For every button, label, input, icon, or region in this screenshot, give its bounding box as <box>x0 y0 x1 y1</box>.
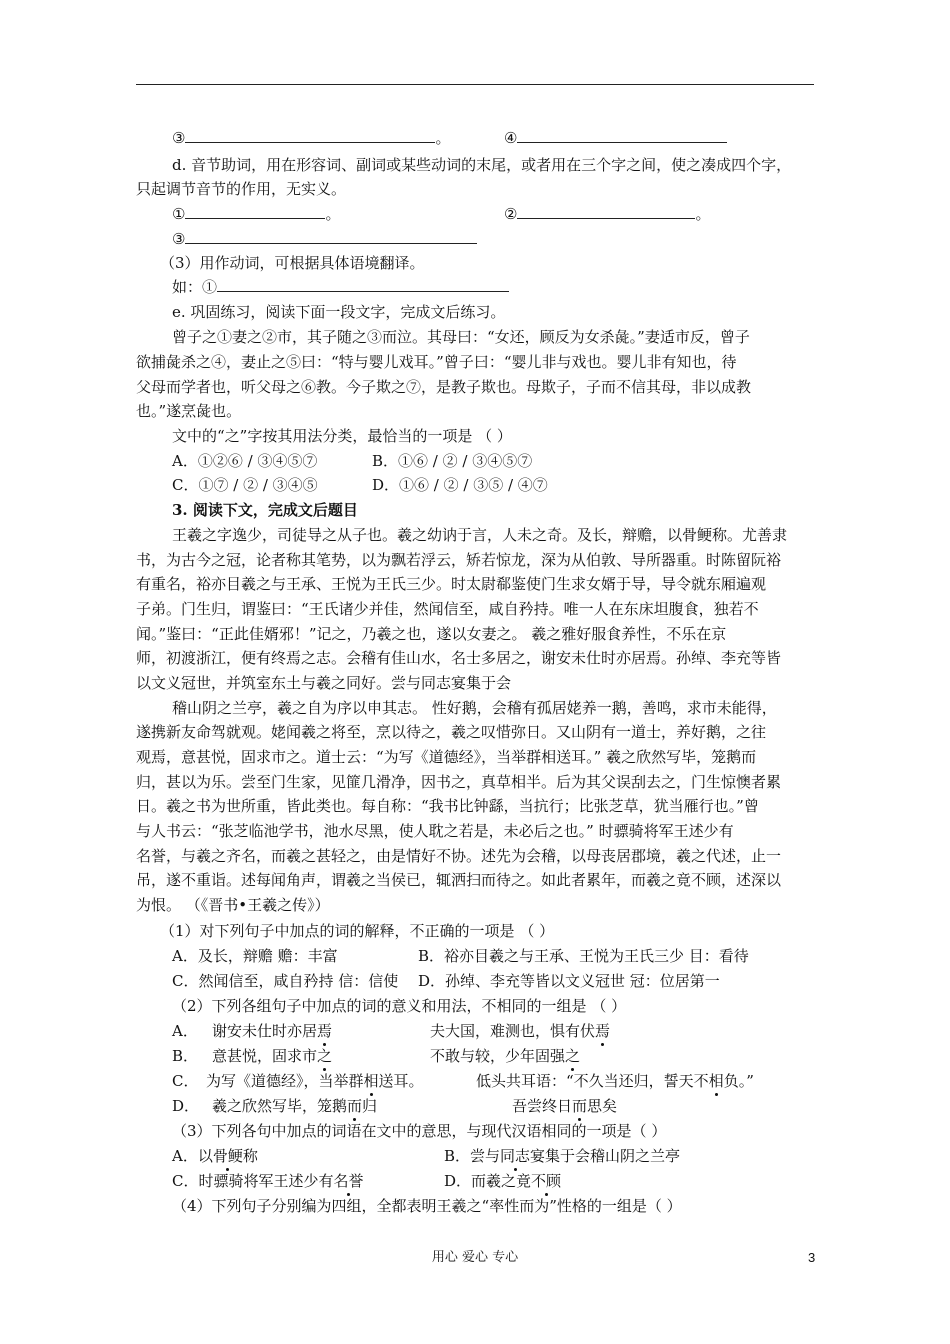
header-rule <box>136 84 814 85</box>
q2-option-d-label[interactable]: D． <box>172 1097 200 1115</box>
q2-option-c-label[interactable]: C． <box>172 1072 199 1090</box>
q3-stem: （3）下列各句中加点的词语在文中的意思，与现代汉语相同的一项是（ ） <box>172 1122 667 1140</box>
q2-option-c-right: 低头共耳语：“不久当还归，誓天不相负。” <box>476 1072 754 1090</box>
q2-option-a-left: 谢安未仕时亦居焉 <box>212 1022 333 1040</box>
passage-line: 日。羲之书为世所重，皆此类也。每自称：“我书比钟繇，当抗行；比张芝草，犹当雁行也。”曾 <box>136 797 759 815</box>
passage-line: 与人书云：“张芝临池学书，池水尽黑，使人耽之若是，未必后之也。” 时骠骑将军王述少有 <box>136 822 734 840</box>
fill-blank[interactable] <box>185 229 477 244</box>
zhi-option-a[interactable]: A．①②⑥ / ③④⑤⑦ <box>172 452 318 470</box>
p3-example: 如：① <box>172 277 509 297</box>
d-blank-1: ① 。 <box>172 205 341 223</box>
zhi-option-d[interactable]: D．①⑥ / ② / ③⑤ / ④⑦ <box>372 476 548 494</box>
zhi-option-c[interactable]: C．①⑦ / ② / ③④⑤ <box>172 476 318 494</box>
zengzi-line: 也。”遂烹彘也。 <box>136 402 242 420</box>
passage-line: 稽山阴之兰亭，羲之自为序以申其志。 性好鹅，会稽有孤居姥养一鹅，善鸣，求市未能得， <box>172 699 777 717</box>
p3-text: （3）用作动词，可根据具体语境翻译。 <box>160 254 425 272</box>
zengzi-line: 父母而学者也，听父母之⑥教。今子欺之⑦，是教子欺也。母欺子，子而不信其母，非以成教 <box>136 378 752 396</box>
section3-title: 3. 阅读下文，完成文后题目 <box>172 501 358 519</box>
blank-line-3: ③ 。 <box>172 129 451 147</box>
zengzi-line: 曾子之①妻之②市，其子随之③而泣。其母曰：“女还，顾反为女杀彘。”妻适市反，曾子 <box>172 328 750 346</box>
d-blank-3: ③ <box>172 229 477 249</box>
q1-option-b[interactable]: B．裕亦目羲之与王承、王悦为王氏三少 目：看待 <box>418 947 749 965</box>
d-blank-2: ② 。 <box>504 205 711 223</box>
passage-line: 遂携新友命驾就观。姥闻羲之将至，烹以待之，羲之叹惜弥日。又山阴有一道士，养好鹅，之往 <box>136 723 767 741</box>
passage-line: 有重名，裕亦目羲之与王承、王悦为王氏三少。时太尉郗鉴使门生求女婿于导，导令就东厢遍观 <box>136 575 767 593</box>
fill-blank[interactable] <box>517 128 727 143</box>
fill-blank[interactable] <box>517 204 695 219</box>
q3-option-d[interactable]: D．而羲之竟不顾 <box>444 1172 562 1190</box>
passage-line: 名誉，与羲之齐名，而羲之甚轻之，由是情好不协。述先为会稽，以母丧居郡境，羲之代述，止一 <box>136 847 782 865</box>
q1-option-c[interactable]: C．然闻信至，咸自矜持 信：信使 <box>172 972 399 990</box>
zengzi-line: 欲捕彘杀之④，妻止之⑤曰：“特与婴儿戏耳。”曾子曰：“婴儿非与戏也。婴儿非有知也，待 <box>136 353 737 371</box>
passage-line: 以文义冠世，并筑室东土与羲之同好。尝与同志宴集于会 <box>136 674 512 692</box>
zhi-question: 文中的“之”字按其用法分类，最恰当的一项是 （ ） <box>172 427 512 445</box>
q2-option-a-right: 夫大国，难测也，惧有伏焉 <box>430 1022 611 1040</box>
page-footer: 用心 爱心 专心 <box>431 1250 519 1265</box>
q2-option-c-left: 为写《道德经》，当举群相送耳。 <box>206 1072 424 1090</box>
passage-line: 为恨。 （《晋书•王羲之传》） <box>136 896 330 914</box>
fill-blank[interactable] <box>217 277 509 292</box>
passage-line: 师，初渡浙江，便有终焉之志。会稽有佳山水，名士多居之，谢安未仕时亦居焉。孙绰、李充等皆 <box>136 649 782 667</box>
q2-option-a-label[interactable]: A． <box>172 1022 198 1040</box>
q1-option-d[interactable]: D．孙绰、李充等皆以文义冠世 冠：位居第一 <box>418 972 720 990</box>
d-item-line2: 只起调节音节的作用，无实义。 <box>136 180 347 198</box>
q3-option-a[interactable]: A．以骨鲠称 <box>172 1147 258 1165</box>
passage-line: 观焉，意甚悦，固求市之。道士云：“为写《道德经》，当举群相送耳。” 羲之欣然写毕，笼鹅而 <box>136 748 757 766</box>
blank-line-4: ④ <box>504 128 727 148</box>
q2-option-b-right: 不敢与较，少年固强之 <box>430 1047 581 1065</box>
q2-option-b-left: 意甚悦，固求市之 <box>212 1047 333 1065</box>
q2-stem: （2）下列各组句子中加点的词的意义和用法，不相同的一组是 （ ） <box>172 997 627 1015</box>
passage-line: 闻。”鉴曰：“正此佳婿邪！”记之，乃羲之也，遂以女妻之。 羲之雅好服食养性，不乐在京 <box>136 625 727 643</box>
q2-option-d-right: 吾尝终日而思矣 <box>512 1097 618 1115</box>
q1-stem: （1）对下列句子中加点的词的解释，不正确的一项是 （ ） <box>160 922 555 940</box>
q2-option-b-label[interactable]: B． <box>172 1047 199 1065</box>
q1-option-a[interactable]: A．及长，辩赡 赡：丰富 <box>172 947 338 965</box>
q3-option-b[interactable]: B．尝与同志宴集于会稽山阴之兰亭 <box>444 1147 681 1165</box>
passage-line: 吊，遂不重诣。述每闻角声，谓羲之当侯已，辄洒扫而待之。如此者累年，而羲之竟不顾，述深以 <box>136 871 782 889</box>
fill-blank[interactable] <box>185 128 435 143</box>
d-item-line1: d. 音节助词，用在形容词、副词或某些动词的末尾，或者用在三个字之间，使之凑成四个字， <box>172 156 792 174</box>
q3-option-c[interactable]: C．时骠骑将军王述少有名誉 <box>172 1172 364 1190</box>
q4-stem: （4）下列句子分别编为四组，全都表明王羲之“率性而为”性格的一组是（ ） <box>172 1197 682 1215</box>
passage-line: 子弟。门生归，谓鉴曰：“王氏诸少并佳，然闻信至，咸自矜持。唯一人在东床坦腹食，独若不 <box>136 600 759 618</box>
q2-option-d-left: 羲之欣然写毕，笼鹅而归 <box>212 1097 378 1115</box>
passage-line: 书，为古今之冠，论者称其笔势，以为飘若浮云，矫若惊龙，深为从伯敦、导所器重。时陈留阮裕 <box>136 551 782 569</box>
passage-line: 王羲之字逸少，司徒导之从子也。羲之幼讷于言，人未之奇。及长，辩赡，以骨鲠称。尤善隶 <box>172 526 788 544</box>
e-item: e. 巩固练习，阅读下面一段文字，完成文后练习。 <box>172 303 506 321</box>
passage-line: 归，甚以为乐。尝至门生家，见篚几滑净，因书之，真草相半。后为其父误刮去之，门生惊懊者累 <box>136 773 782 791</box>
fill-blank[interactable] <box>185 204 325 219</box>
page-number: 3 <box>808 1250 816 1265</box>
zhi-option-b[interactable]: B．①⑥ / ② / ③④⑤⑦ <box>372 452 533 470</box>
